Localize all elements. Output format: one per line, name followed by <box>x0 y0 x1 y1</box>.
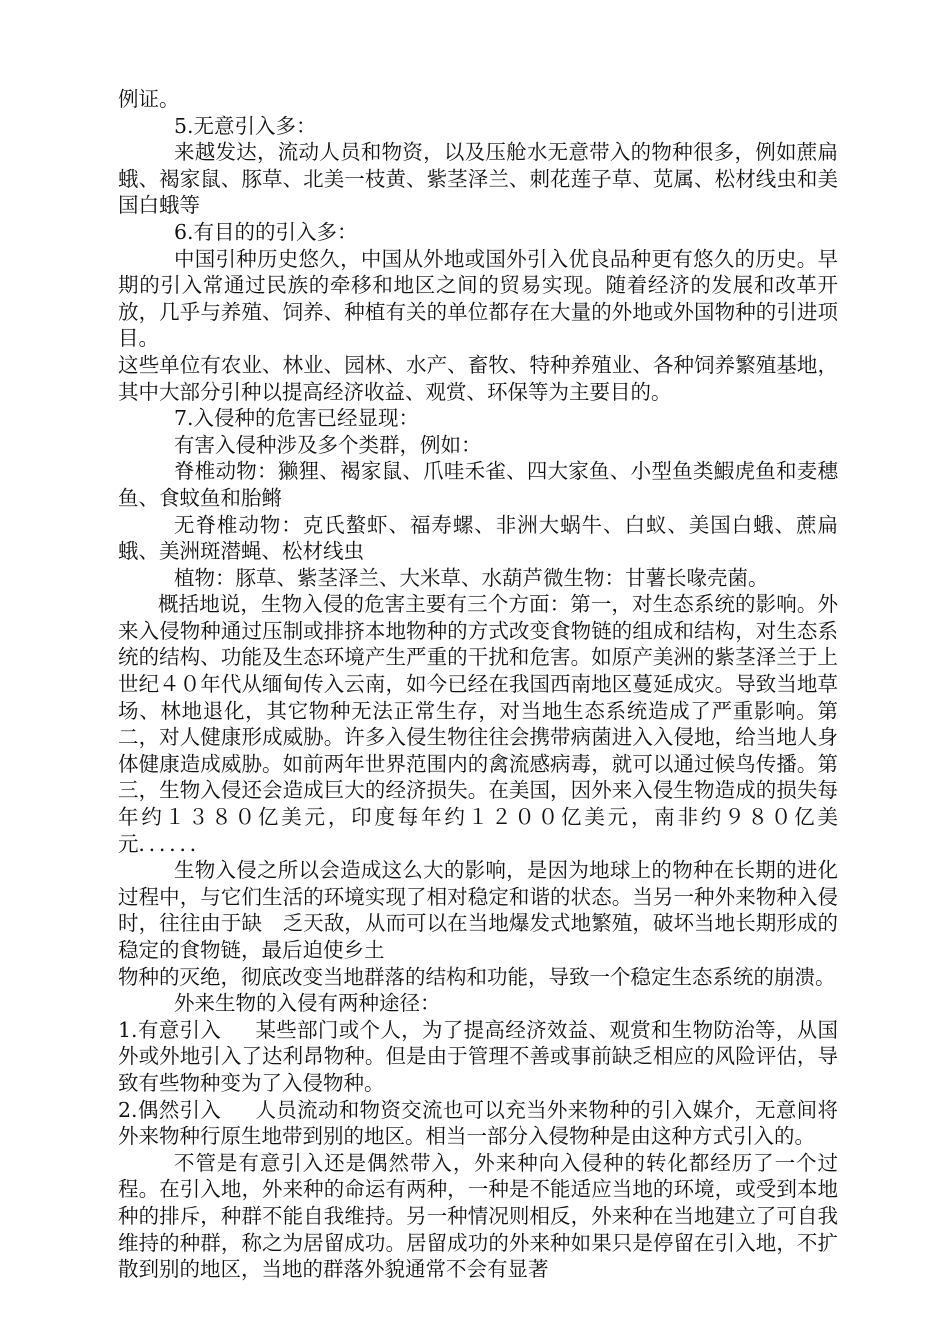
item-label: 2.偶然引入 <box>118 1097 222 1122</box>
paragraph-plants: 植物：豚草、紫茎泽兰、大米草、水葫芦微生物：甘薯长喙壳菌。 <box>174 565 769 590</box>
item-text: 某些部门或个人，为了提高经济效益、观赏和生物防治等，从国外或外地引入了达利昂物种。但是由于管理不善或事前缺乏相应的风险评估，导致有些物种变为了入侵物种。 <box>118 1017 838 1095</box>
paragraph-intentional-introduction <box>118 1017 838 1097</box>
paragraph: 物种的灭绝，彻底改变当地群落的结构和功能，导致一个稳定生态系统的崩溃。 <box>118 964 836 989</box>
paragraph: 中国引种历史悠久，中国从外地或国外引入优良品种更有悠久的历史。早期的引入常通过民族的牵移和地区之间的贸易实现。随着经济的发展和改革开放，几乎与养殖、饲养、种植有关的单位都存在大量的外地或外国物种的引进项目。 <box>118 246 838 351</box>
paragraph-accidental-introduction <box>118 1097 838 1150</box>
document-page <box>118 86 838 1283</box>
paragraph-pathways-intro: 外来生物的入侵有两种途径： <box>174 991 441 1016</box>
paragraph-invertebrates: 无脊椎动物：克氏螯虾、福寿螺、非洲大蜗牛、白蚁、美国白蛾、蔗扁蛾、美洲斑潜蝇、松材线虫 <box>118 512 838 564</box>
paragraph-summary: 概括地说，生物入侵的危害主要有三个方面：第一，对生态系统的影响。外来入侵物种通过压制或排挤本地物种的方式改变食物链的组成和结构，对生态系统的结构、功能及生态环境产生严重的干扰和危害。如原产美洲的紫茎泽兰于上世纪４０年代从缅甸传入云南，如今已经在我国西南地区蔓延成灾。导致当地草场、林地退化，其它物种无法正常生存，对当地生态系统造成了严重影响。第二，对人健康形成威胁。许多入侵生物往往会携带病菌进入入侵地，给当地人身体健康造成威胁。如前两年世界范围内的禽流感病毒，就可以通过候鸟传播。第三，生物入侵还会造成巨大的经济损失。在美国，因外来入侵生物造成的损失每年约１３８０亿美元，印度每年约１２００亿美元，南非约９８０亿美元．．．．．． <box>118 592 838 856</box>
paragraph: 例证。 <box>118 87 180 111</box>
heading-purposeful-introduction: 6.有目的的引入多： <box>174 219 358 244</box>
paragraph-vertebrates: 脊椎动物：獭狸、褐家鼠、爪哇禾雀、四大家鱼、小型鱼类鰕虎鱼和麦穗鱼、食蚊鱼和胎鳉 <box>118 459 838 510</box>
paragraph: 生物入侵之所以会造成这么大的影响，是因为地球上的物种在长期的进化过程中，与它们生活的环境实现了相对稳定和谐的状态。当另一种外来物种入侵时，往往由于缺 乏天敌，从而可以在当地爆发式地繁殖，破坏当地长期形成的稳定的食物链，最后迫使乡土 <box>118 858 838 962</box>
item-label: 1.有意引入 <box>118 1017 222 1042</box>
heading-invasive-harm: 7.入侵种的危害已经显现： <box>174 406 420 431</box>
paragraph: 来越发达，流动人员和物资，以及压舱水无意带入的物种很多，例如蔗扁蛾、褐家鼠、豚草、北美一枝黄、紫茎泽兰、刺花莲子草、苋属、松材线虫和美国白蛾等 <box>118 140 838 218</box>
paragraph: 这些单位有农业、林业、园林、水产、畜牧、特种养殖业、各种饲养繁殖基地，其中大部分引种以提高经济收益、观赏、环保等为主要目的。 <box>118 352 838 404</box>
paragraph: 有害入侵种涉及多个类群，例如： <box>174 432 482 457</box>
heading-unintentional-introduction: 5.无意引入多： <box>174 113 317 138</box>
paragraph: 不管是有意引入还是偶然带入，外来种向入侵种的转化都经历了一个过程。在引入地，外来种的命运有两种，一种是不能适应当地的环境，或受到本地种的排斥，种群不能自我维持。另一种情况则相反，外来种在当地建立了可自我维持的种群，称之为居留成功。居留成功的外来种如果只是停留在引入地，不扩散到别的地区，当地的群落外貌通常不会有显著 <box>118 1150 838 1282</box>
item-text: 人员流动和物资交流也可以充当外来物种的引入媒介，无意间将外来物种行原生地带到别的地区。相当一部分入侵物种是由这种方式引入的。 <box>118 1097 838 1149</box>
